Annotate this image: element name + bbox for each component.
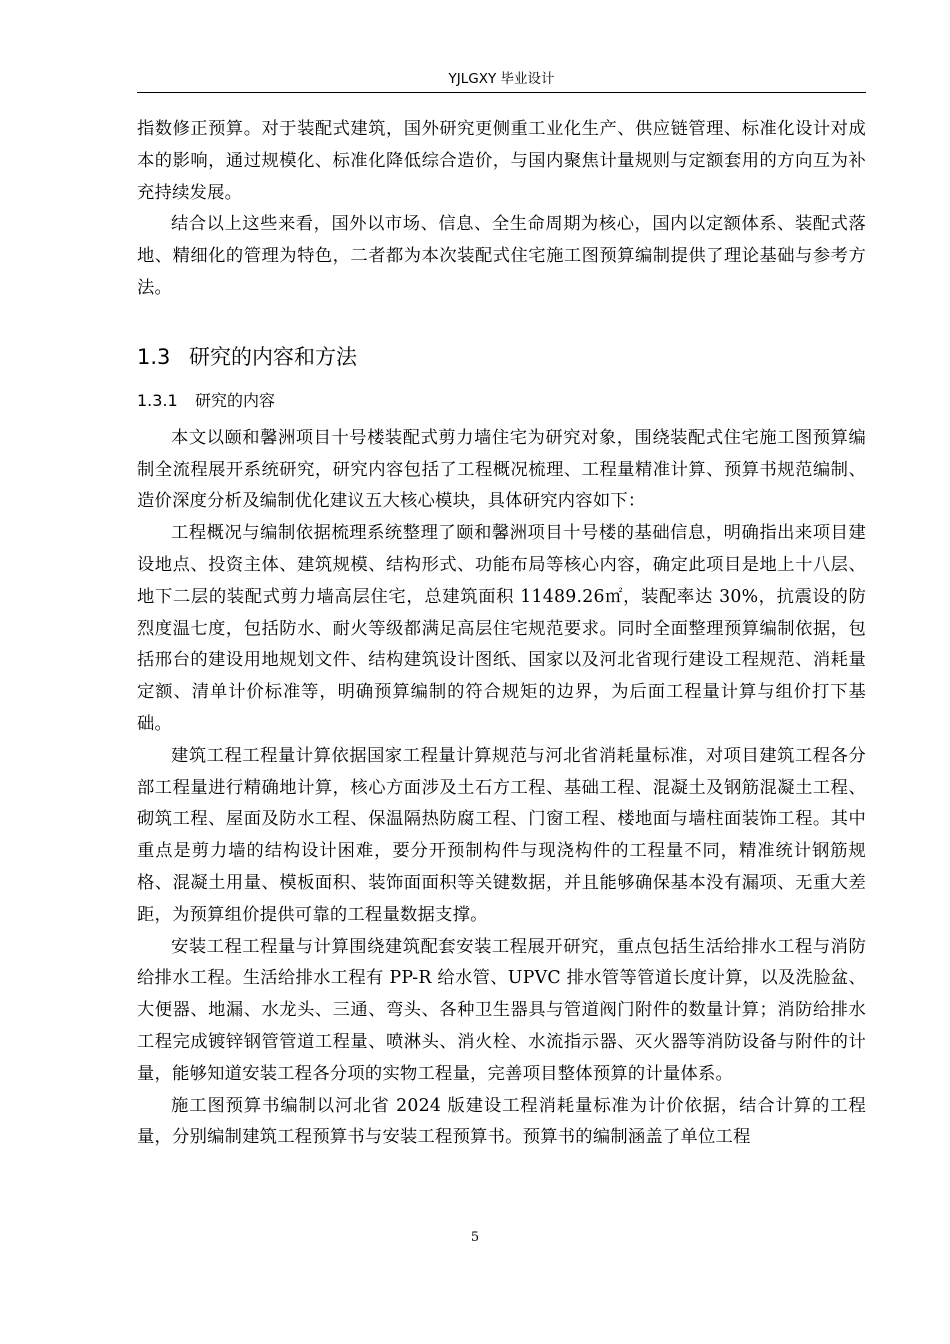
paragraph: 本文以颐和馨洲项目十号楼装配式剪力墙住宅为研究对象，围绕装配式住宅施工图预算编制全流程展开系统研究，研究内容包括了工程概况梳理、工程量精准计算、预算书规范编制、造价深度分析及编制优化建议五大核心模块，具体研究内容如下： [137, 427, 866, 512]
section-heading [137, 339, 866, 375]
subsection-heading [137, 387, 866, 415]
paragraph: 工程概况与编制依据梳理系统整理了颐和馨洲项目十号楼的基础信息，明确指出来项目建设地点、投资主体、建筑规模、结构形式、功能布局等核心内容，确定此项目是地上十八层、地下二层的装配式剪力墙高层住宅，总建筑面积 11489.26㎡，装配率达 30%，抗震设的防烈度温七度，包括防水、耐火等级都满足高层住宅规范要求。同时全面整理预算编制依据，包括邢台的建设用地规划文件、结构建筑设计图纸、国家以及河北省现行建设工程规范、消耗量定额、清单计价标准等，明确预算编制的符合规矩的边界，为后面工程量计算与组价打下基础。 [137, 523, 866, 734]
paragraph: 结合以上这些来看，国外以市场、信息、全生命周期为核心，国内以定额体系、装配式落地、精细化的管理为特色，二者都为本次装配式住宅施工图预算编制提供了理论基础与参考方法。 [137, 214, 866, 298]
paragraph: 施工图预算书编制以河北省 2024 版建设工程消耗量标准为计价依据，结合计算的工程量，分别编制建筑工程预算书与安装工程预算书。预算书的编制涵盖了单位工程 [137, 1095, 866, 1148]
section-number: 1.3 [137, 344, 171, 369]
paragraph: 安装工程工程量与计算围绕建筑配套安装工程展开研究，重点包括生活给排水工程与消防给排水工程。生活给排水工程有 PP-R 给水管、UPVC 排水管等管道长度计算，以及洗脸盆、大便器、地漏、水龙头、三通、弯头、各种卫生器具与管道阀门附件的数量计算；消防给排水工程完成镀锌钢管管道工程量、喷淋头、消火栓、水流指示器、灭火器等消防设备与附件的计量，能够知道安装工程各分项的实物工程量，完善项目整体预算的计量体系。 [137, 936, 866, 1084]
section-title: 研究的内容和方法 [189, 344, 357, 369]
subsection-title: 研究的内容 [195, 390, 276, 410]
header-rule [137, 92, 866, 93]
page-header: YJLGXY 毕业设计 [448, 71, 555, 87]
paragraph-continued: 指数修正预算。对于装配式建筑，国外研究更侧重工业化生产、供应链管理、标准化设计对成本的影响，通过规模化、标准化降低综合造价，与国内聚焦计量规则与定额套用的方向互为补充持续发展。 [137, 119, 866, 203]
paragraph: 建筑工程工程量计算依据国家工程量计算规范与河北省消耗量标准，对项目建筑工程各分部工程量进行精确地计算，核心方面涉及土石方工程、基础工程、混凝土及钢筋混凝土工程、砌筑工程、屋面及防水工程、保温隔热防腐工程、门窗工程、楼地面与墙柱面装饰工程。其中重点是剪力墙的结构设计困难，要分开预制构件与现浇构件的工程量不同，精准统计钢筋规格、混凝土用量、模板面积、装饰面面积等关键数据，并且能够确保基本没有漏项、无重大差距，为预算组价提供可靠的工程量数据支撑。 [137, 745, 866, 925]
subsection-number: 1.3.1 [137, 390, 178, 410]
page-number: 5 [470, 1230, 480, 1245]
document-body [137, 114, 866, 1154]
